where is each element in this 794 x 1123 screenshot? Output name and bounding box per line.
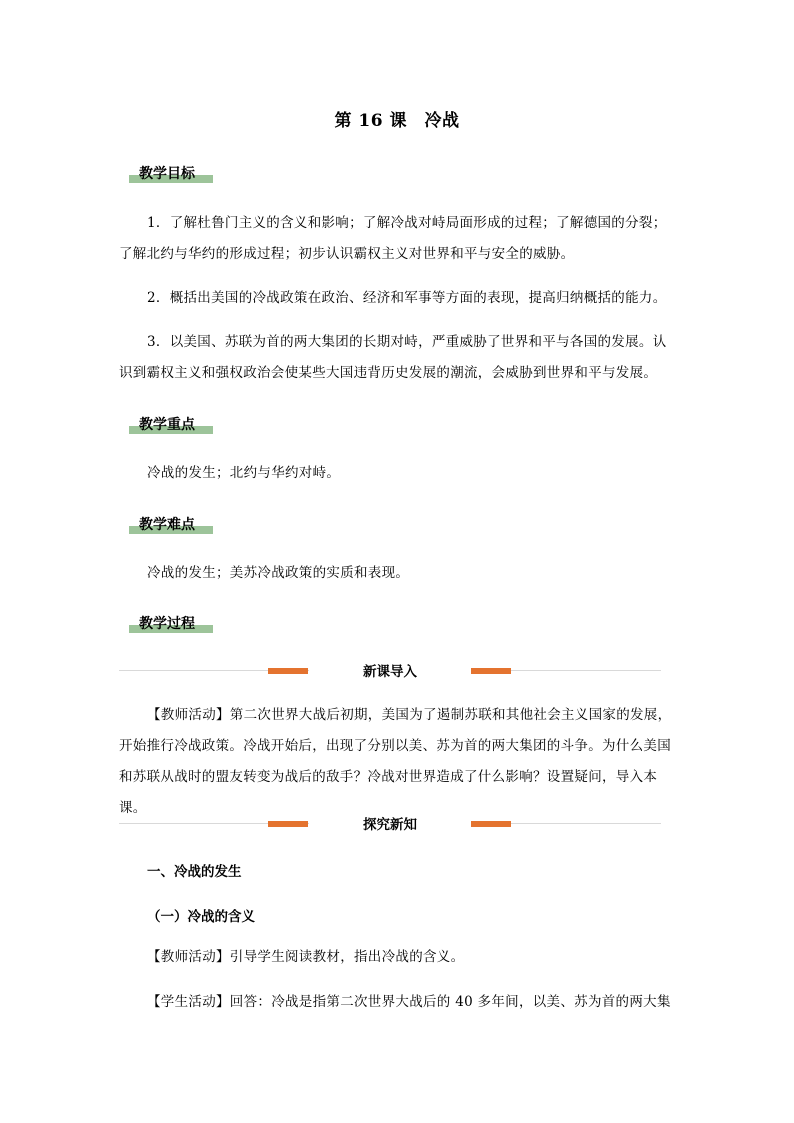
divider-label: 新课导入 (309, 660, 471, 680)
divider-accent-left (268, 821, 308, 827)
section-heading-objectives (129, 163, 213, 185)
heading-label: 教学目标 (139, 166, 195, 182)
heading-label: 教学重点 (139, 417, 195, 433)
divider-accent-right (471, 821, 511, 827)
objective-paragraph-2: 2．概括出美国的冷战政策在政治、经济和军事等方面的表现，提高归纳概括的能力。 (147, 290, 667, 306)
teacher-activity-text: 【教师活动】引导学生阅读教材，指出冷战的含义。 (147, 949, 465, 965)
objective-paragraph-3: 3．以美国、苏联为首的两大集团的长期对峙，严重威胁了世界和平与各国的发展。认识到霸权主义和强权政治会使某些大国违背历史发展的潮流，会威胁到世界和平与发展。 (119, 334, 667, 381)
divider-label: 探究新知 (309, 813, 471, 833)
difficulties-text: 冷战的发生；美苏冷战政策的实质和表现。 (147, 565, 410, 581)
student-activity-text: 【学生活动】回答：冷战是指第二次世界大战后的 40 多年间，以美、苏为首的两大集 (147, 994, 671, 1010)
section-heading-process (129, 613, 213, 635)
section-heading-difficulties (129, 514, 213, 536)
page-title: 第 16 课 冷战 (334, 111, 460, 131)
subsection-one-heading: （一）冷战的含义 (147, 909, 255, 925)
heading-label: 教学过程 (139, 616, 195, 632)
key-points-text: 冷战的发生；北约与华约对峙。 (147, 465, 341, 481)
section-one-heading: 一、冷战的发生 (147, 864, 242, 880)
objective-paragraph-1: 1．了解杜鲁门主义的含义和影响；了解冷战对峙局面形成的过程；了解德国的分裂；了解北约与华约的形成过程；初步认识霸权主义对世界和平与安全的威胁。 (119, 215, 667, 262)
divider-accent-right (471, 668, 511, 674)
heading-label: 教学难点 (139, 517, 195, 533)
divider-accent-left (268, 668, 308, 674)
divider-explore (119, 816, 661, 832)
intro-paragraph: 【教师活动】第二次世界大战后初期，美国为了遏制苏联和其他社会主义国家的发展，开始推行冷战政策。冷战开始后，出现了分别以美、苏为首的两大集团的斗争。为什么美国和苏联从战时的盟友转变为战后的敌手？冷战对世界造成了什么影响？设置疑问，导入本课。 (119, 707, 672, 816)
divider-intro (119, 663, 661, 679)
section-heading-key-points (129, 414, 213, 436)
